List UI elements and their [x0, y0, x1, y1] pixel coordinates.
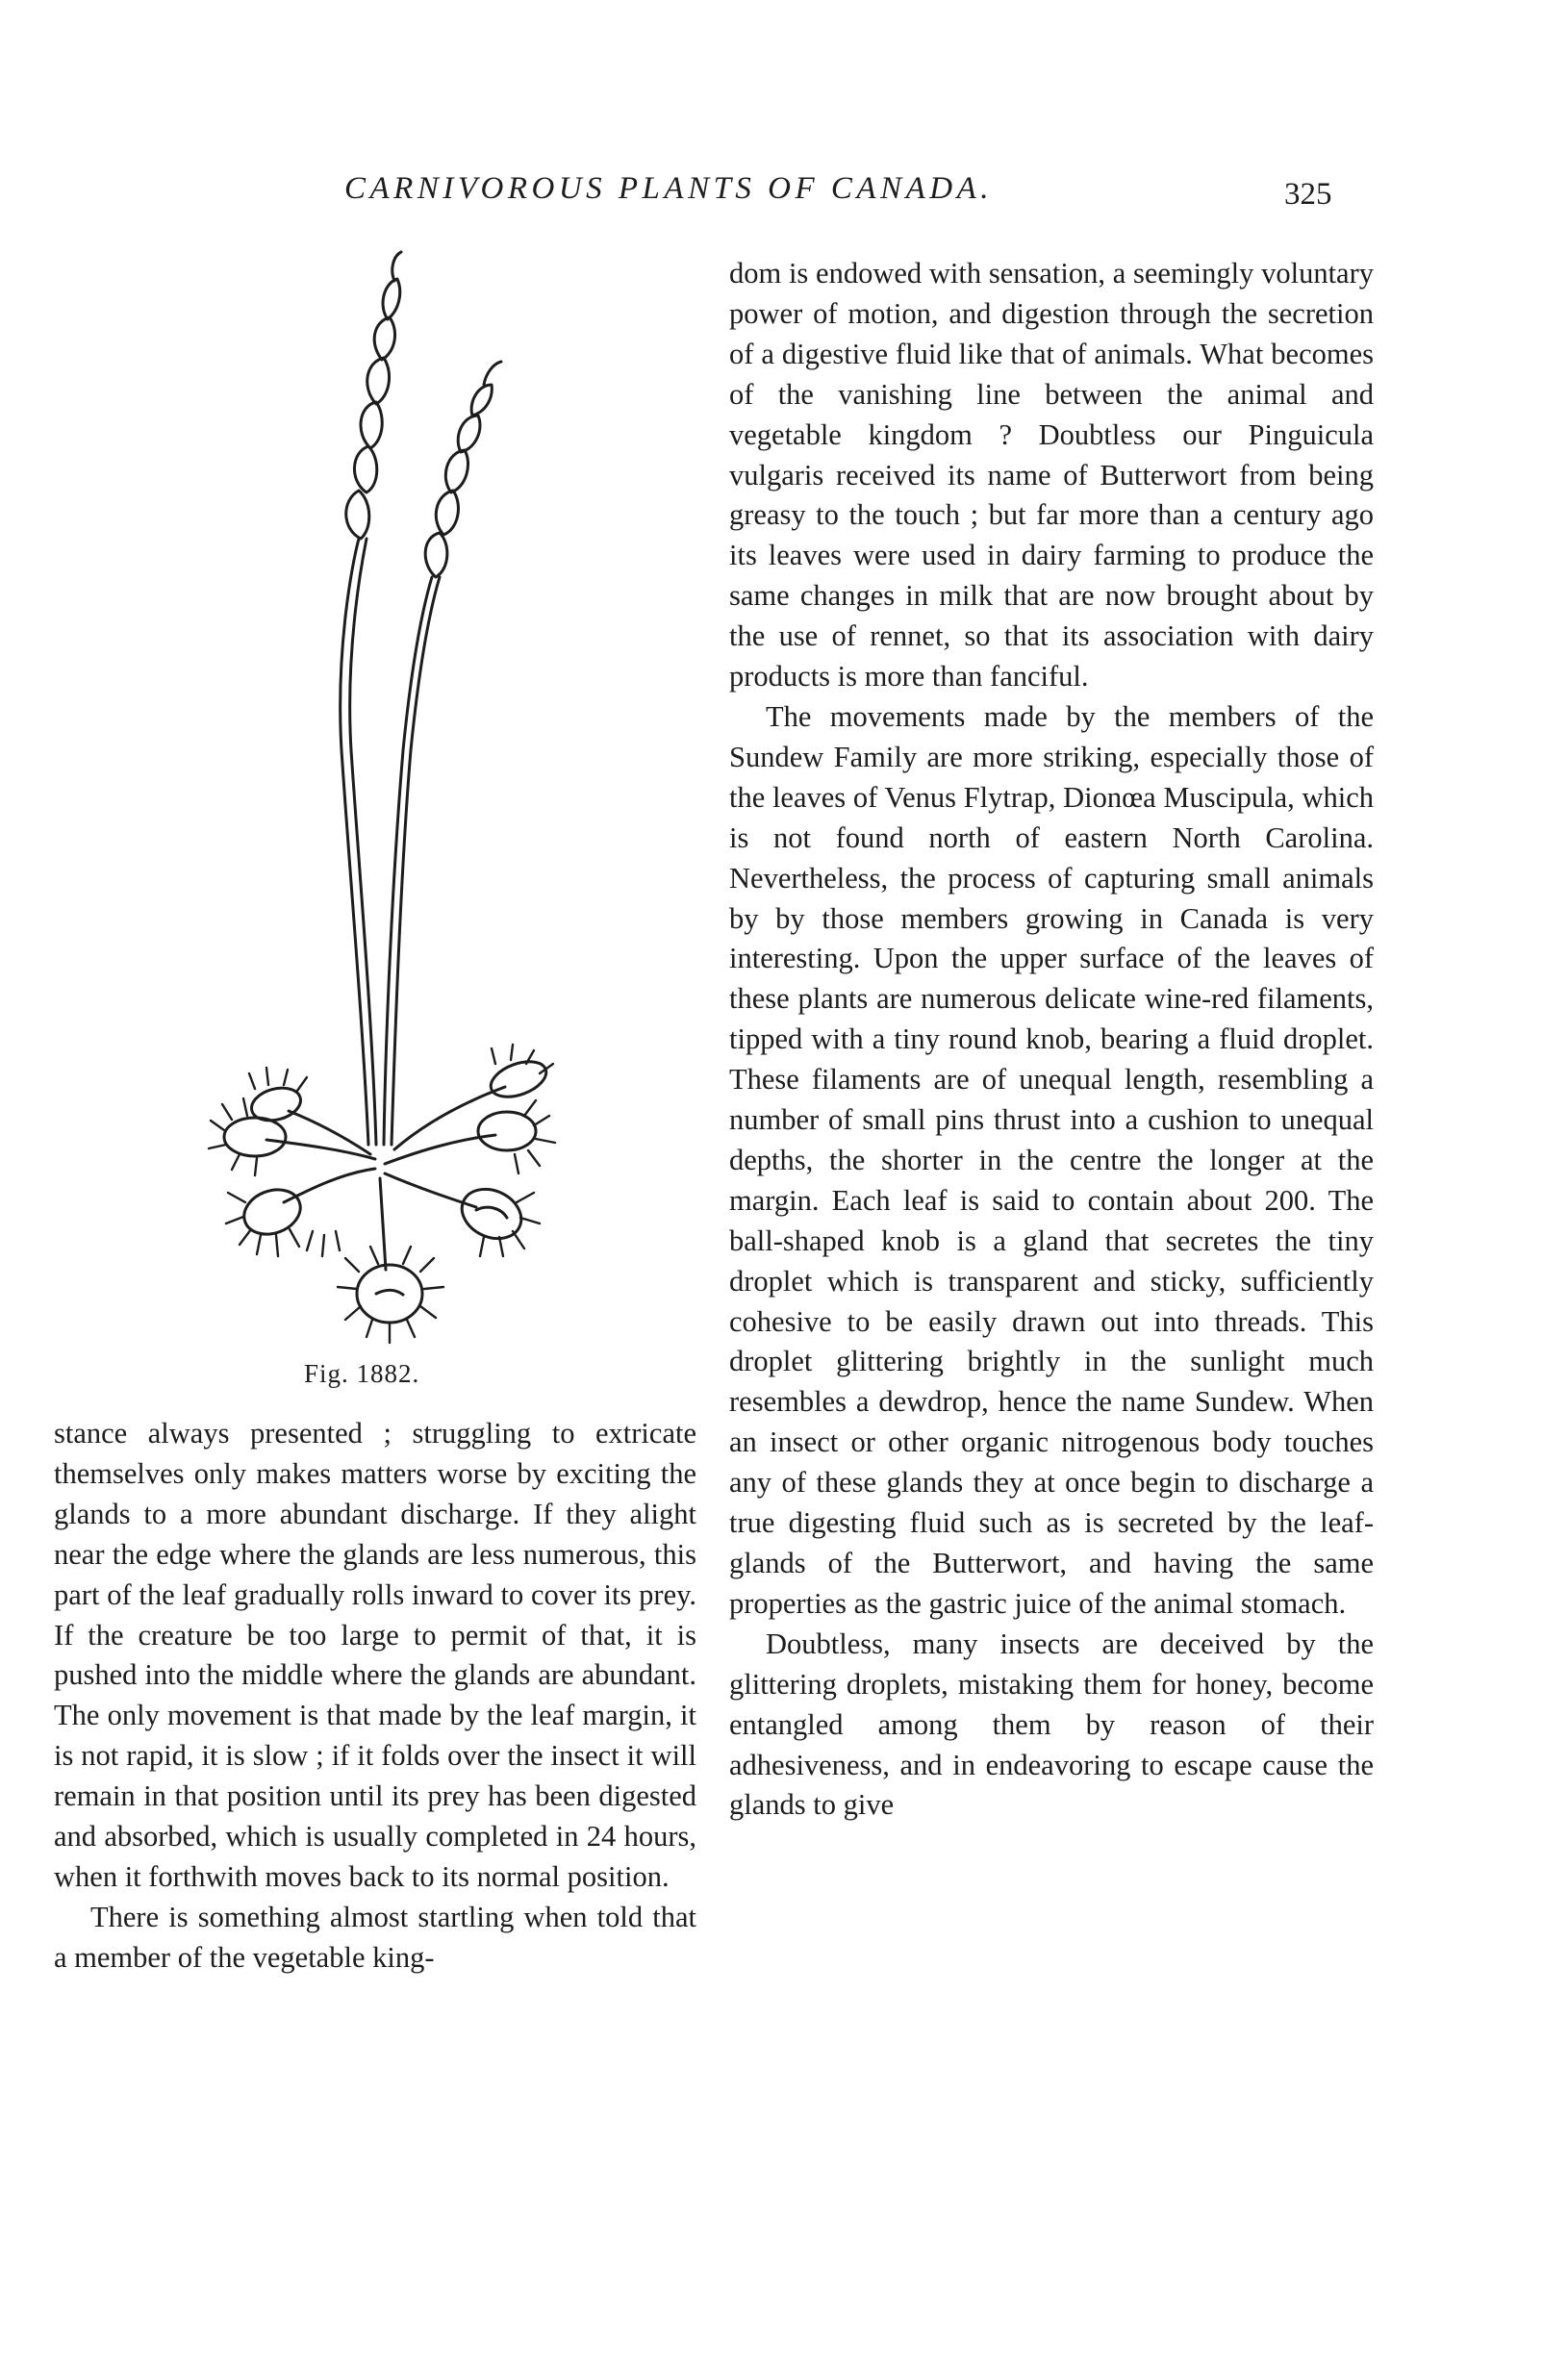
page-number: 325: [1284, 177, 1332, 212]
paragraph: The movements made by the members of the Sundew Family are more striking, especially those of the leaves of Venus Flytrap, Dionœa Muscipula, which is not found north of eastern North Carolina. Nevertheless, the process of capturing small animals by by those members growing in Canada is very interesting. Upon the upper surface of the leaves of these plants are numerous delicate wine-red filaments, tipped with a tiny round knob, bearing a fluid droplet. These filaments are of unequal length, resembling a number of small pins thrust into a cushion to unequal depths, the shorter in the centre the longer at the margin. Each leaf is said to contain about 200. The ball-shaped knob is a gland that secretes the tiny droplet which is transparent and sticky, sufficiently cohesive to be easily drawn out into threads. This droplet glittering brightly in the sunlight much resembles a dewdrop, hence the name Sundew. When an insect or other organic nitrogenous body touches any of these glands they at once begin to discharge a true digesting fluid such as is secreted by the leaf-glands of the Butterwort, and having the same properties as the gastric juice of the animal stomach.: [729, 699, 1374, 1620]
paragraph: stance always presented ; struggling to extricate themselves only makes matters worse by exciting the glands to a more abundant discharge. If they alight near the edge where the glands are less numerous, this part of the leaf gradually rolls inward to cover its prey. If the creature be too large to permit of that, it is pushed into the middle where the glands are abundant. The only movement is that made by the leaf margin, it is not rapid, it is slow ; if it folds over the insect it will remain in that position until its prey has been digested and absorbed, which is usually completed in 24 hours, when it forthwith moves back to its normal position.: [54, 1417, 696, 1893]
paragraph: Doubtless, many insects are deceived by the glittering droplets, mistaking them for honey, become entangled among them by reason of their adhesiveness, and in endeavoring to escape cause the glands to give: [729, 1627, 1374, 1822]
page-header: [0, 171, 1568, 229]
paragraph: dom is endowed with sensation, a seemingly voluntary power of motion, and digestion through the secretion of a digestive fluid like that of animals. What becomes of the vanishing line between the animal and vegetable kingdom ? Doubtless our Pinguicula vulgaris received its name of Butterwort from being greasy to the touch ; but far more than a century ago its leaves were used in dairy farming to produce the same changes in milk that are now brought about by the use of rennet, so that its association with dairy products is more than fanciful.: [729, 257, 1374, 694]
figure-caption: Fig. 1882.: [304, 1359, 420, 1388]
paragraph: There is something almost startling when told that a member of the vegetable king-: [54, 1900, 696, 1974]
sundew-figure: [197, 250, 620, 1356]
right-column: [729, 254, 1374, 1826]
sundew-illustration: [197, 250, 620, 1356]
running-title: CARNIVOROUS PLANTS OF CANADA.: [344, 171, 994, 206]
left-column: [54, 1414, 696, 1979]
